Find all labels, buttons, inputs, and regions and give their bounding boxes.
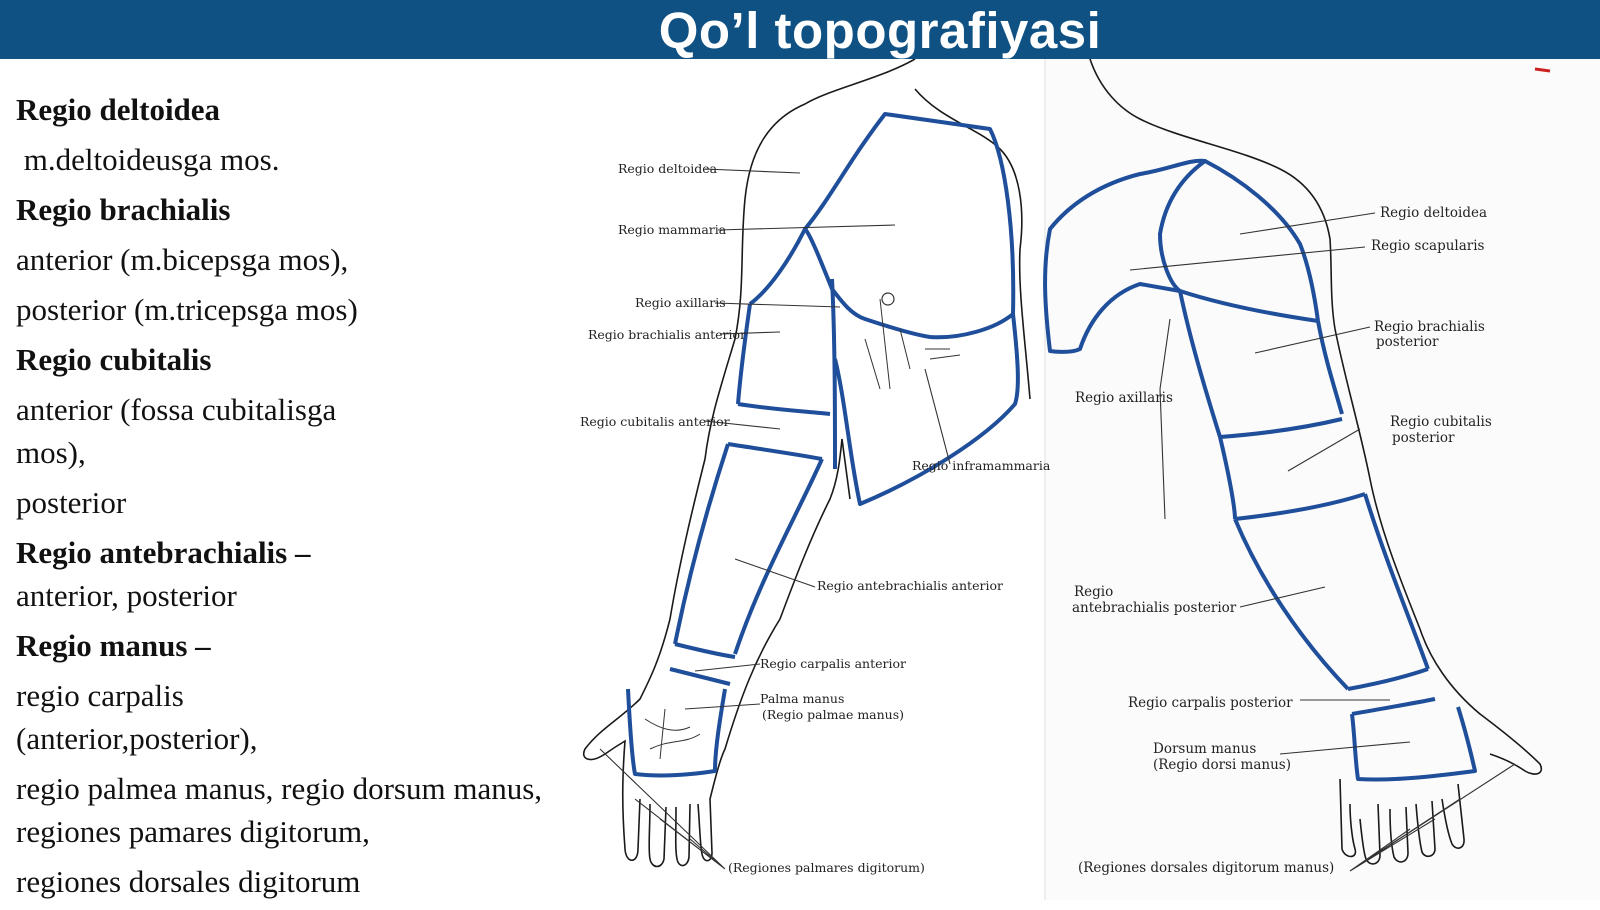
label-regiones-dorsales-digitorum: (Regiones dorsales digitorum manus) [1078, 860, 1335, 876]
arm-topography-figure [580, 59, 1600, 900]
label-regio-axillaris-posterior: Regio axillaris [1075, 390, 1173, 406]
label-regio-deltoidea-anterior: Regio deltoidea [618, 161, 718, 176]
label-regio-brachialis-anterior: Regio brachialis anterior [588, 327, 747, 342]
label-regio-scapularis: Regio scapularis [1371, 238, 1485, 254]
label-regio-antebrachialis-posterior: Regio [1074, 584, 1114, 600]
arm-illustration [580, 59, 1600, 900]
text-block: m.deltoideusga mos. [16, 142, 280, 177]
label-regio-dorsi-manus: (Regio dorsi manus) [1153, 757, 1291, 773]
label-regio-palmae-manus: (Regio palmae manus) [762, 707, 905, 722]
label-regio-carpalis-anterior: Regio carpalis anterior [760, 656, 906, 671]
label-palma-manus: Palma manus [760, 691, 845, 706]
label-regio-axillaris-anterior: Regio axillaris [635, 295, 726, 310]
text-block: Regio brachialis [16, 192, 231, 227]
text-block: anterior (m.bicepsga mos), [16, 242, 349, 277]
text-block: Regio manus – [16, 628, 211, 663]
label-regio-cubitalis-posterior: Regio cubitalis [1390, 414, 1492, 430]
label-regio-mammaria: Regio mammaria [618, 222, 727, 237]
text-block: Regio deltoidea [16, 92, 221, 127]
label-regiones-palmares-digitorum: (Regiones palmares digitorum) [728, 860, 925, 875]
red-mark-icon [1535, 69, 1550, 71]
text-block: posterior (m.tricepsga mos) [16, 292, 358, 327]
label-cubitalis-posterior-line2: posterior [1392, 430, 1455, 446]
text-block: regiones dorsales digitorum [16, 864, 361, 899]
label-regio-carpalis-posterior: Regio carpalis posterior [1128, 695, 1293, 711]
label-regio-inframammaria: Regio inframammaria [912, 458, 1051, 473]
text-block: anterior, posterior [16, 578, 237, 613]
label-dorsum-manus: Dorsum manus [1153, 741, 1257, 757]
text-block: regio palmea manus, regio dorsum manus, regiones pamares digitorum, [16, 771, 543, 849]
text-block: posterior [16, 485, 127, 520]
text-column [16, 88, 626, 910]
text-block: Regio antebrachialis – [16, 535, 311, 570]
label-regio-antebrachialis-anterior: Regio antebrachialis anterior [817, 578, 1003, 593]
label-regio-brachialis-posterior: Regio brachialis [1374, 319, 1485, 335]
label-brachialis-posterior-line2: posterior [1376, 334, 1439, 350]
label-regio-cubitalis-anterior: Regio cubitalis anterior [580, 414, 730, 429]
text-block: Regio cubitalis [16, 342, 212, 377]
label-antebrachialis-posterior-line2: antebrachialis posterior [1072, 600, 1237, 616]
label-regio-deltoidea-posterior: Regio deltoidea [1380, 205, 1488, 221]
text-block: regio carpalis (anterior,posterior), [16, 678, 258, 756]
slide-title: Qo’l topografiyasi [658, 1, 1102, 59]
posterior-panel [1045, 59, 1600, 900]
text-block: anterior (fossa cubitalisga mos), [16, 392, 337, 470]
